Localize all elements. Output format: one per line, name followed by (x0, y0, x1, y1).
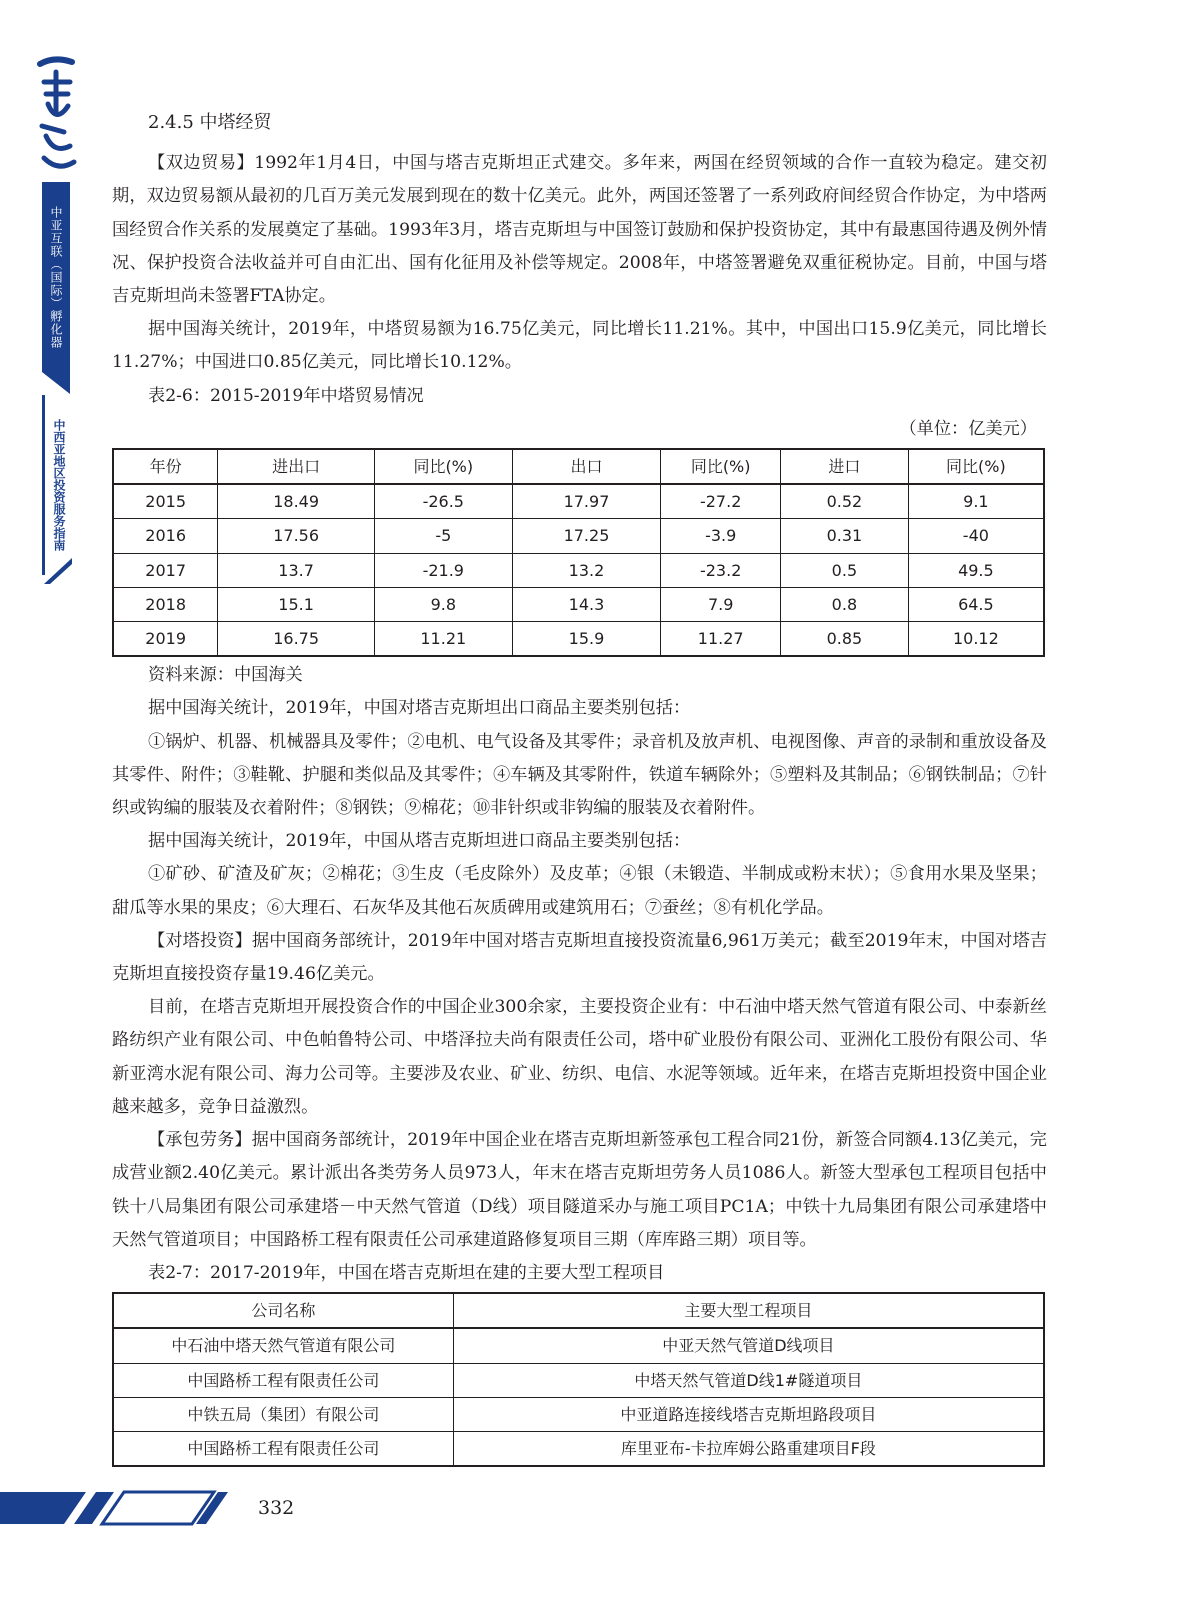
table-row (113, 1363, 1044, 1397)
table-cell: 0.85 (781, 622, 909, 657)
table-row (113, 484, 1044, 519)
paragraph-bilateral-trade: 【双边贸易】1992年1月4日，中国与塔吉克斯坦正式建交。多年来，两国在经贸领域的合作一直较为稳定。建交初期，双边贸易额从最初的几百万美元发展到现在的数十亿美元。此外，两国还签署了一系列政府间经贸合作协定，为中塔两国经贸合作关系的发展奠定了基础。1993年3月，塔吉克斯坦与中国签订鼓励和保护投资协定，其中有最惠国待遇及例外情况、保护投资合法收益并可自由汇出、国有化征用及补偿等规定。2008年，中塔签署避免双重征税协定。目前，中国与塔吉克斯坦尚未签署FTA协定。 (112, 153, 1047, 307)
table-cell: 0.5 (781, 553, 909, 587)
table-row (113, 519, 1044, 553)
col-header: 同比(%) (374, 449, 512, 484)
table-cell: 10.12 (908, 622, 1044, 657)
table-cell: 中石油中塔天然气管道有限公司 (113, 1328, 453, 1363)
table-header-row (113, 449, 1044, 484)
projects-table (112, 1292, 1045, 1467)
col-header: 出口 (512, 449, 661, 484)
sidebar-band-incubator: 中亚互联（国际）孵化器 (42, 182, 70, 372)
paragraph-export-list: ①锅炉、机器、机械器具及零件；②电机、电气设备及其零件；录音机及放声机、电视图像、声音的录制和重放设备及其零件、附件；③鞋靴、护腿和类似品及其零件；④车辆及其零附件，铁道车辆除外；⑤塑料及其制品；⑥钢铁制品；⑦针织或钩编的服装及衣着附件；⑧钢铁；⑨棉花；⑩非针织或非钩编的服装及衣着附件。 (112, 731, 1047, 819)
table-cell: 中塔天然气管道D线1#隧道项目 (453, 1363, 1044, 1397)
table-cell: 2018 (113, 587, 218, 621)
table-cell: 17.56 (218, 519, 375, 553)
table-cell: 11.27 (661, 622, 781, 657)
col-header: 进口 (781, 449, 909, 484)
table-cell: 0.31 (781, 519, 909, 553)
table-cell: 0.52 (781, 484, 909, 519)
table-cell: -27.2 (661, 484, 781, 519)
table-cell: 17.25 (512, 519, 661, 553)
table-cell: 2015 (113, 484, 218, 519)
col-header: 主要大型工程项目 (453, 1293, 1044, 1328)
table-cell: 64.5 (908, 587, 1044, 621)
paragraph-contracting: 【承包劳务】据中国商务部统计，2019年中国企业在塔吉克斯坦新签承包工程合同21份，新签合同额4.13亿美元，完成营业额2.40亿美元。累计派出各类劳务人员973人，年末在塔吉克斯坦劳务人员1086人。新签大型承包工程项目包括中铁十八局集团有限公司承建塔－中天然气管道（D线）项目隧道采办与施工项目PC1A；中铁十九局集团有限公司承建塔中天然气管道项目；中国路桥工程有限责任公司承建道路修复项目三期（库库路三期）项目等。 (112, 1130, 1047, 1250)
paragraph-import-intro: 据中国海关统计，2019年，中国从塔吉克斯坦进口商品主要类别包括： (148, 831, 691, 852)
table-cell: -5 (374, 519, 512, 553)
col-header: 进出口 (218, 449, 375, 484)
table1-source: 资料来源：中国海关 (148, 665, 303, 686)
table-row (113, 553, 1044, 587)
table1-caption: 表2-6：2015-2019年中塔贸易情况 (148, 385, 424, 406)
sidebar-band-guide: 中西亚地区投资服务指南 (42, 395, 73, 575)
table-cell: 11.21 (374, 622, 512, 657)
table-cell: 18.49 (218, 484, 375, 519)
page-number: 332 (258, 1497, 295, 1519)
paragraph-export-intro: 据中国海关统计，2019年，中国对塔吉克斯坦出口商品主要类别包括： (148, 698, 691, 719)
belt-road-logo (34, 54, 80, 174)
col-header: 同比(%) (661, 449, 781, 484)
paragraph-enterprises: 目前，在塔吉克斯坦开展投资合作的中国企业300余家，主要投资企业有：中石油中塔天然气管道有限公司、中泰新丝路纺织产业有限公司、中色帕鲁特公司、中塔泽拉夫尚有限责任公司，塔中矿业股份有限公司、亚洲化工股份有限公司、华新亚湾水泥有限公司、海力公司等。主要涉及农业、矿业、纺织、电信、水泥等领域。近年来，在塔吉克斯坦投资中国企业越来越多，竞争日益激烈。 (112, 997, 1047, 1117)
col-header: 公司名称 (113, 1293, 453, 1328)
col-header: 年份 (113, 449, 218, 484)
table-cell: 2017 (113, 553, 218, 587)
col-header: 同比(%) (908, 449, 1044, 484)
table-row (113, 622, 1044, 657)
paragraph-trade-stats: 据中国海关统计，2019年，中塔贸易额为16.75亿美元，同比增长11.21%。其中，中国出口15.9亿美元，同比增长11.27%；中国进口0.85亿美元，同比增长10.12%。 (112, 319, 1047, 373)
table-cell: 17.97 (512, 484, 661, 519)
table-row (113, 1397, 1044, 1431)
table-row (113, 1328, 1044, 1363)
table-header-row (113, 1293, 1044, 1328)
paragraph-investment: 【对塔投资】据中国商务部统计，2019年中国对塔吉克斯坦直接投资流量6,961万美元；截至2019年末，中国对塔吉克斯坦直接投资存量19.46亿美元。 (112, 930, 1047, 985)
table-cell: -21.9 (374, 553, 512, 587)
table-cell: 2016 (113, 519, 218, 553)
page-content (112, 106, 1047, 1467)
table-cell: 7.9 (661, 587, 781, 621)
table-cell: 中亚道路连接线塔吉克斯坦路段项目 (453, 1397, 1044, 1431)
table-cell: 49.5 (908, 553, 1044, 587)
table-cell: -40 (908, 519, 1044, 553)
paragraph-import-list: ①矿砂、矿渣及矿灰；②棉花；③生皮（毛皮除外）及皮革；④银（未锻造、半制成或粉末状）；⑤食用水果及坚果；甜瓜等水果的果皮；⑥大理石、石灰华及其他石灰质碑用或建筑用石；⑦蚕丝；⑧有机化学品。 (112, 864, 1047, 918)
section-heading: 2.4.5 中塔经贸 (148, 112, 272, 133)
table2-caption: 表2-7：2017-2019年，中国在塔吉克斯坦在建的主要大型工程项目 (148, 1262, 665, 1283)
table-cell: 中国路桥工程有限责任公司 (113, 1431, 453, 1466)
trade-table (112, 448, 1045, 657)
sidebar-slash-decoration-bottom (44, 558, 72, 584)
table-cell: 2019 (113, 622, 218, 657)
table-cell: -26.5 (374, 484, 512, 519)
table-cell: 16.75 (218, 622, 375, 657)
sidebar-slash-decoration (40, 372, 72, 394)
table-cell: 中亚天然气管道D线项目 (453, 1328, 1044, 1363)
table-row (113, 587, 1044, 621)
table-cell: 15.9 (512, 622, 661, 657)
table-cell: 9.8 (374, 587, 512, 621)
table-cell: -23.2 (661, 553, 781, 587)
footer-stripes-decoration (0, 1490, 230, 1526)
table-cell: 15.1 (218, 587, 375, 621)
table-cell: -3.9 (661, 519, 781, 553)
table-cell: 14.3 (512, 587, 661, 621)
table-cell: 中铁五局（集团）有限公司 (113, 1397, 453, 1431)
table-cell: 9.1 (908, 484, 1044, 519)
table1-unit: （单位：亿美元） (899, 418, 1037, 439)
table-row (113, 1431, 1044, 1466)
table-cell: 库里亚布-卡拉库姆公路重建项目F段 (453, 1431, 1044, 1466)
table-cell: 中国路桥工程有限责任公司 (113, 1363, 453, 1397)
table-cell: 13.2 (512, 553, 661, 587)
table-cell: 0.8 (781, 587, 909, 621)
table-cell: 13.7 (218, 553, 375, 587)
